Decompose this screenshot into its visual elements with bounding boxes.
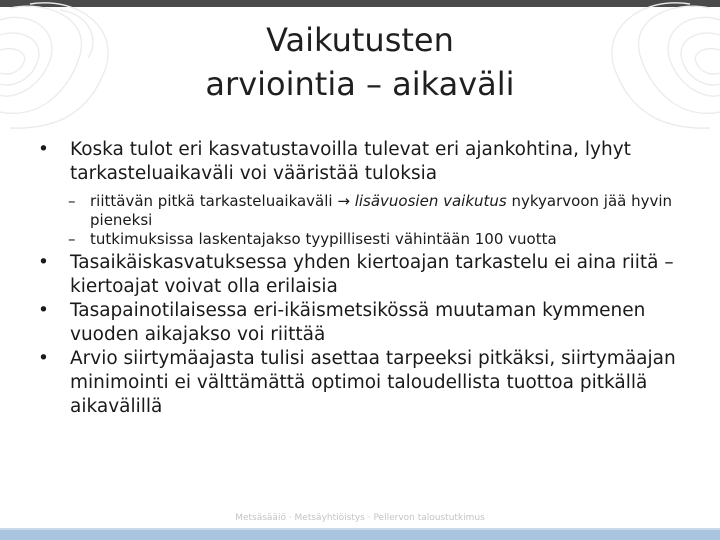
sub-bullet-icon: – <box>68 192 76 210</box>
title-line-1: Vaikutusten <box>266 21 454 59</box>
bullet-item <box>38 347 688 419</box>
contour-decoration-left-icon <box>0 0 140 130</box>
bullet-list <box>38 138 688 419</box>
bullet-text: Koska tulot eri kasvatustavoilla tulevat eri ajankohtina, lyhyt tarkasteluaikaväli voi vääristää tuloksia <box>70 139 631 184</box>
title-line-2: arviointia – aikaväli <box>205 65 515 103</box>
bullet-icon: • <box>38 252 49 273</box>
slide-title <box>120 18 600 106</box>
slide-footer: Metsäsääiö · Metsäyhtiöistys · Pellervon taloustutkimus <box>235 513 485 523</box>
bullet-text: Tasapainotilaisessa eri-ikäismetsikössä muutaman kymmenen vuoden aikajakso voi riittää <box>70 300 646 345</box>
sub-bullet-icon: – <box>68 230 76 248</box>
sub-bullet-item <box>38 230 688 249</box>
sub-bullet-text: riittävän pitkä tarkasteluaikaväli → <box>90 192 355 210</box>
bullet-text: Tasaikäiskasvatuksessa yhden kiertoajan tarkastelu ei aina riitä – kiertoajat voivat olla erilaisia <box>70 252 674 297</box>
bullet-icon: • <box>38 348 49 369</box>
bottom-bar <box>0 530 720 540</box>
sub-bullet-text-after: nykyarvoon jää hyvin pieneksi <box>90 192 673 229</box>
sub-bullet-item <box>38 192 688 230</box>
sub-bullet-italic-text: lisävuosien vaikutus <box>354 192 507 210</box>
contour-decoration-right-icon <box>580 0 720 130</box>
bullet-item <box>38 251 688 299</box>
bullet-icon: • <box>38 300 49 321</box>
bullet-text: Arvio siirtymäajasta tulisi asettaa tarpeeksi pitkäksi, siirtymäajan minimointi ei välttämättä optimoi taloudellista tuottoa pitkällä aikavälillä <box>70 348 676 417</box>
sub-bullet-text: tutkimuksissa laskentajakso tyypillisesti vähintään 100 vuotta <box>90 230 557 248</box>
bullet-icon: • <box>38 139 49 160</box>
bullet-item <box>38 299 688 347</box>
bullet-item <box>38 138 688 186</box>
